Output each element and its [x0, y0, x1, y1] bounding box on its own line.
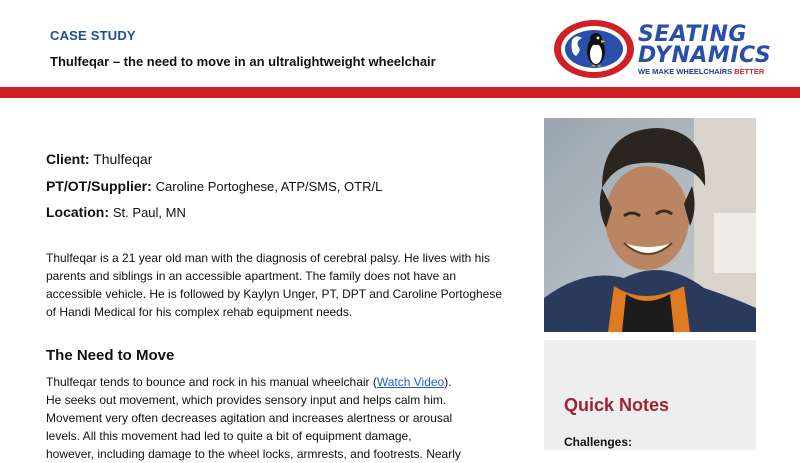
client-photo — [544, 118, 756, 332]
intro-line: Thulfeqar is a 21 year old man with the diagnosis of cerebral palsy. He lives with his — [46, 251, 490, 265]
need-to-move-heading: The Need to Move — [46, 347, 175, 364]
client-photo-image — [544, 118, 756, 332]
intro-line: of Handi Medical for his complex rehab equipment needs. — [46, 305, 353, 319]
supplier-info-line — [46, 178, 382, 194]
red-divider-bar — [0, 87, 800, 98]
client-label: Client: — [46, 151, 90, 167]
seating-dynamics-logo — [552, 18, 772, 80]
need-to-move-line — [46, 373, 524, 391]
logo-tagline-accent: BETTER — [734, 67, 765, 76]
quick-notes-panel — [544, 340, 756, 450]
location-value: St. Paul, MN — [112, 205, 186, 220]
quick-notes-challenges-label: Challenges: — [564, 435, 633, 449]
intro-line: accessible vehicle. He is followed by Kaylyn Unger, PT, DPT and Caroline Portoghese — [46, 287, 503, 301]
need-to-move-line: He seeks out movement, which provides sensory input and helps calm him. — [46, 393, 447, 407]
logo-tagline — [638, 67, 764, 76]
location-label: Location: — [46, 204, 109, 220]
client-value: Thulfeqar — [93, 151, 153, 167]
penguin-emblem-icon — [552, 18, 636, 80]
supplier-label: PT/OT/Supplier: — [46, 178, 152, 194]
logo-wordmark-dynamics: DYNAMICS — [638, 43, 772, 68]
logo-tagline-main: WE MAKE WHEELCHAIRS — [638, 67, 735, 76]
case-study-label: CASE STUDY — [50, 28, 136, 43]
need-to-move-line: Movement very often decreases agitation and increases alertness or arousal — [46, 411, 453, 425]
quick-notes-title: Quick Notes — [564, 395, 670, 415]
watch-video-link[interactable]: Watch Video — [376, 375, 445, 389]
logo-wordmark-seating: SEATING — [638, 22, 747, 47]
need-to-move-line-start: Thulfeqar tends to bounce and rock in his manual wheelchair ( — [46, 375, 377, 389]
client-info-line — [46, 151, 152, 167]
need-to-move-line: however, including damage to the wheel locks, armrests, and footrests. Nearly — [46, 447, 461, 461]
need-to-move-line-end: ). — [444, 375, 452, 389]
document-title: Thulfeqar – the need to move in an ultralightweight wheelchair — [50, 54, 436, 69]
need-to-move-line: levels. All this movement had led to quite a bit of equipment damage, — [46, 429, 412, 443]
intro-line: parents and siblings in an accessible apartment. The family does not have an — [46, 269, 457, 283]
intro-paragraph — [46, 249, 524, 321]
supplier-value: Caroline Portoghese, ATP/SMS, OTR/L — [155, 179, 383, 194]
location-info-line — [46, 204, 186, 220]
